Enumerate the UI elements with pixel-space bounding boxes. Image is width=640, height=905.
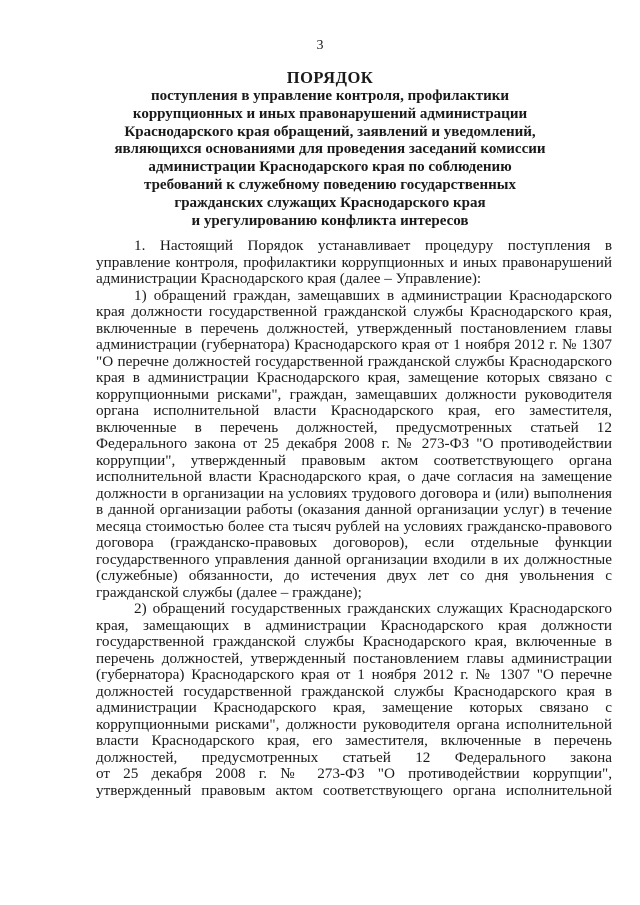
body-line: 2) обращений государственных гражданских служащих Краснодарского [134,600,612,617]
page-number: 3 [316,38,324,53]
subtitle-line: администрации Краснодарского края по соблюдению [148,159,512,176]
body-line: коррупционными рисками", граждан, замещавших должности руководителя [96,385,612,403]
subtitle-line: требований к служебному поведению государственных [144,176,516,193]
subtitle-line: являющихся основаниями для проведения заседаний комиссии [114,141,546,158]
body-line: коррупционными рисками", должности руководителя органа исполнительной [96,715,612,733]
body-line: "О перечне должностей государственной гражданской службы Краснодарского [96,352,612,370]
body-line: управление контроля, профилактики коррупционных и иных правонарушений [96,253,612,271]
body-line: органа исполнительной власти Краснодарского края, его заместителя, [96,402,612,419]
body-line: 1) обращений граждан, замещавших в администрации Краснодарского [134,286,612,304]
body-line: (губернатора) Краснодарского края от 1 ноября 2012 г. № 1307 "О перечне [96,666,612,683]
body-line: власти Краснодарского края, его заместителя, включенные в перечень [96,732,612,749]
body-line: включенные в перечень должностей, предусмотренных статьей 12 [96,418,612,436]
body-line: коррупции", утвержденный правовым актом соответствующего органа [96,451,612,469]
subtitle-line: Краснодарского края обращений, заявлений и уведомлений, [124,123,536,140]
subtitle-line: гражданских служащих Краснодарского края [174,194,486,211]
body-line: Федерального закона от 25 декабря 2008 г. № 273-ФЗ "О противодействии [96,435,612,452]
body-line: 1. Настоящий Порядок устанавливает процедуру поступления в [134,237,612,254]
body-line: администрации Краснодарского края (далее – Управление): [96,270,482,287]
body-line: должностей, предусмотренных статьей 12 Федерального закона [96,748,612,766]
body-line: включенные в перечень должностей, утвержденный постановлением главы [96,319,612,337]
document-title-block [60,68,600,230]
body-line: края, замещающих в администрации Краснодарского края должности [96,616,612,634]
subtitle-line: и урегулированию конфликта интересов [191,212,469,229]
document-body [96,238,612,799]
body-line: договора (гражданско-правовых договоров), если отдельные функции [96,534,612,551]
body-line: государственной гражданской службы Краснодарского края, включенные в [96,633,612,650]
body-line: должности в организации на условиях трудового договора и (или) выполнения [96,484,612,502]
body-line: администрации Краснодарского края, замещение которых связано с [96,699,612,716]
body-line: перечень должностей, утвержденный постановлением главы администрации [96,649,612,667]
body-line: утвержденный правовым актом соответствующего органа исполнительной [96,781,612,799]
subtitle-line: поступления в управление контроля, профилактики [150,88,509,104]
body-line: от 25 декабря 2008 г. № 273-ФЗ "О противодействии коррупции", [96,765,612,782]
document-title: ПОРЯДОК [286,68,374,87]
body-line: исполнительной власти Краснодарского края, о даче согласия на замещение [96,468,612,485]
body-line: гражданской службы (далее – граждане); [96,583,362,601]
body-line: государственного управления данной организации входили в их должностные [96,550,612,568]
body-line: края в администрации Краснодарского края, замещение которых связано с [96,369,612,386]
body-line: месяца стоимостью более ста тысяч рублей на условиях гражданско-правового [96,517,612,535]
body-line: должностей государственной гражданской службы Краснодарского края в [96,682,612,700]
body-line: края должности государственной гражданской службы Краснодарского края, [96,303,612,320]
body-line: (служебные) обязанности, до истечения двух лет со дня увольнения с [96,567,612,584]
body-line: в данной организации работы (оказания данной организации услуг) в течение [96,501,612,518]
body-line: администрации (губернатора) Краснодарского края от 1 ноября 2012 г. № 1307 [96,336,612,353]
subtitle-line: коррупционных и иных правонарушений администрации [132,105,528,122]
